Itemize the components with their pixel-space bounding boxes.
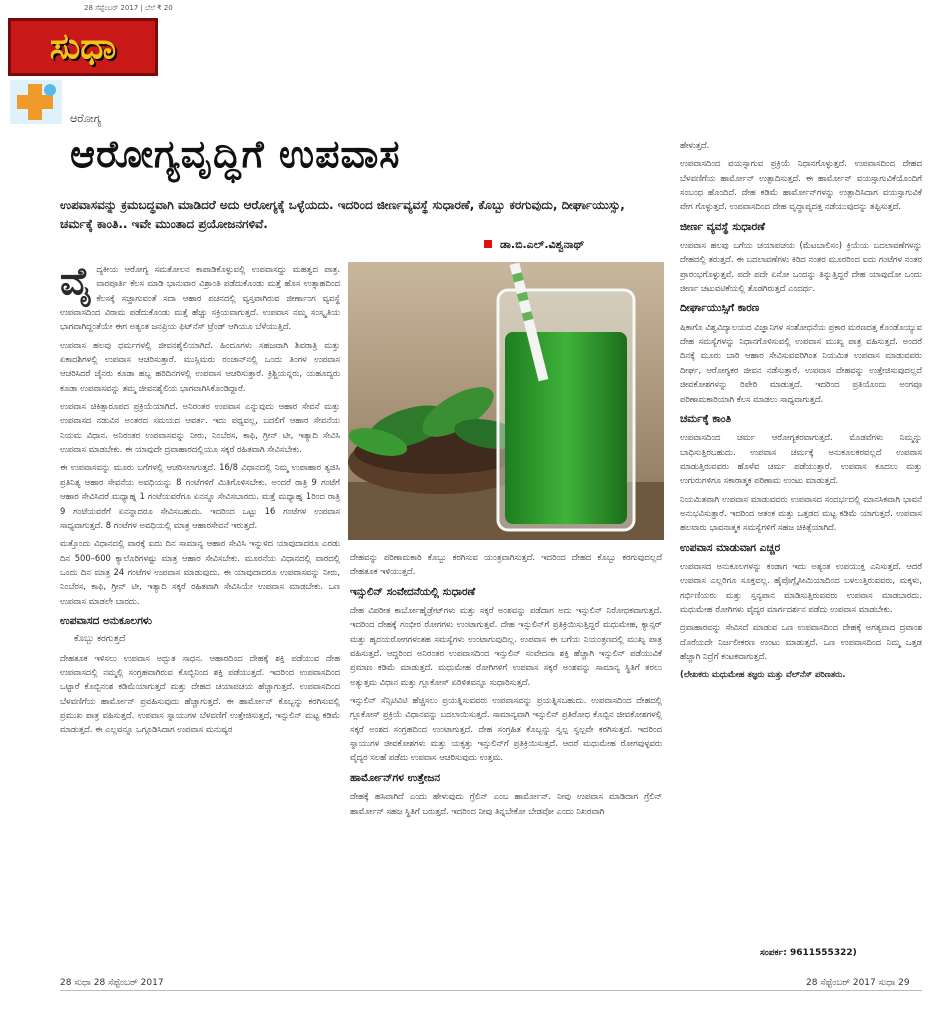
drop-cap: ವೈ	[60, 262, 93, 303]
dateline: 28 ಸೆಪ್ಟೆಂಬರ್ 2017 | ಬೆಲೆ ₹ 20	[84, 4, 173, 12]
paragraph: ಉಪವಾಸದಿಂದ ವಯಸ್ಸಾಗುವ ಪ್ರಕ್ರಿಯೆ ನಿಧಾನಗೊಳ್ಳುತ್ತದೆ. ಉಪವಾಸದಿಂದ ದೇಹದ ಬೆಳವಣಿಗೆಯ ಹಾರ್ಮೋನ್ ಉತ್ಪಾದಿಸುತ್ತದೆ. ಈ ಹಾರ್ಮೋನ್ ವಯಸ್ಸಾಗುವಿಕೆಯೊಂದಿಗೆ ಸಂಬಂಧ ಹೊಂದಿದೆ. ದೇಹ ಕಡಿಮೆ ಹಾರ್ಮೋನ್‌ಗಳನ್ನು ಉತ್ಪಾದಿಸಿದಾಗ ವಯಸ್ಸಾಗುವಿಕೆ ವೇಗ ಗೊಳ್ಳುತ್ತದೆ. ಉಪವಾಸದಿಂದ ದೇಹ ವೃದ್ಧಾಪ್ಯದತ್ತ ನಡೆಯುವುದನ್ನು ತಪ್ಪಿಸುತ್ತದೆ.	[680, 158, 922, 212]
footer-rule	[60, 990, 922, 991]
article-headline: ಆರೋಗ್ಯವೃದ್ಧಿಗೆ ಉಪವಾಸ	[70, 132, 401, 176]
article-column-3	[680, 138, 922, 948]
subheading-digestion: ಜೀರ್ಣ ವ್ಯವಸ್ಥೆ ಸುಧಾರಣೆ	[680, 220, 765, 233]
logo-text: ಸುಧಾ	[49, 26, 117, 67]
subheading-caution: ಉಪವಾಸ ಮಾಡುವಾಗ ಎಚ್ಚರ	[680, 541, 781, 554]
section-label: ಆರೋಗ್ಯ	[70, 112, 102, 125]
footer-right-folio: 28 ಸೆಪ್ಟೆಂಬರ್ 2017 ಸುಧಾ 29	[806, 978, 910, 988]
author-name: ಡಾ.ಬಿ.ಎಲ್.ವಿಶ್ವನಾಥ್	[500, 238, 585, 251]
paragraph: ಹೇಳುತ್ತದೆ.	[680, 140, 710, 150]
paragraph: ವೈದ್ಯಕೀಯ ಆರೋಗ್ಯ ಸಮತೋಲನ ಕಾಪಾಡಿಕೊಳ್ಳುವಲ್ಲಿ ಉಪವಾಸದ್ದು ಮಹತ್ವದ ಪಾತ್ರ. ವಾರಪೂರ್ತಿ ಕೆಲಸ ಮಾಡಿ ಭಾನುವಾರ ವಿಶ್ರಾಂತಿ ಪಡೆದುಕೊಂಡು ಮತ್ತೆ ಹೊಸ ಉತ್ಸಾಹದಿಂದ ಕೆಲಸಕ್ಕೆ ಸಜ್ಜಾಗುವಂತೆ ಸದಾ ಆಹಾರ ಪಚನದಲ್ಲಿ ವ್ಯಸ್ತವಾಗಿರುವ ಜೀರ್ಣಾಂಗ ವ್ಯವಸ್ಥೆ ಉಪವಾಸದಿಂದ ವಿರಾಮ ಪಡೆದುಕೊಂಡು ಮತ್ತೆ ಹೆಚ್ಚು ಸಕ್ರಿಯವಾಗುತ್ತದೆ. ಉಪವಾಸ ನಮ್ಮ ಸಂಸ್ಕೃತಿಯ ಭಾಗವಾಗಿದ್ದಂತೆಯೇ ಈಗ ಅತ್ಯಂತ ಜನಪ್ರಿಯ ಫಿಟ್‌ನೆಸ್ ಟ್ರೆಂಡ್ ಆಗಿಯೂ ಬೆಳೆಯುತ್ತಿದೆ.	[60, 262, 340, 332]
subheading-longevity: ದೀರ್ಘಾಯುಸ್ಸಿಗೆ ಕಾರಣ	[680, 302, 760, 315]
paragraph: ದೇಹವನ್ನು ಪರಿಣಾಮಕಾರಿ ಕೊಬ್ಬು ಕರಗಿಸುವ ಯಂತ್ರವಾಗಿಸುತ್ತದೆ. ಇದರಿಂದ ದೇಹದ ಕೊಬ್ಬು ಕರಗುವುದಲ್ಲದೆ ದೇಹತೂಕ ಇಳಿಯುತ್ತದೆ.	[350, 552, 662, 577]
paragraph: ಉಪವಾಸ ಹಲವು ಧರ್ಮಗಳಲ್ಲಿ ಜೀವನಶೈಲಿಯಾಗಿದೆ. ಹಿಂದೂಗಳು ಸಹಜವಾಗಿ ಶಿವರಾತ್ರಿ ಮತ್ತು ಏಕಾದಶಿಗಳಲ್ಲಿ ಉಪವಾಸ ಆಚರಿಸುತ್ತಾರೆ. ಮುಸ್ಲಿಮರು ರಂಜಾನ್‌ನಲ್ಲಿ ಒಂದು ತಿಂಗಳ ಉಪವಾಸ ಆಚರಿಸಿದರೆ ಜೈನರು ಕೂಡಾ ಹಬ್ಬ ಹರಿದಿನಗಳಲ್ಲಿ ಉಪವಾಸ ಆಚರಿಸುತ್ತಾರೆ. ಕ್ರಿಶ್ಚಿಯನ್ನರು, ಯಹೂದ್ಯರು ಕೂಡಾ ಉಪವಾಸವನ್ನು ತಮ್ಮ ಜೀವನಶೈಲಿಯ ಭಾಗವಾಗಿಸಿಕೊಂಡಿದ್ದಾರೆ.	[60, 339, 340, 393]
article-column-1	[60, 262, 340, 968]
paragraph: ಉಪವಾಸದ ಅನುಕೂಲಗಳನ್ನು ಕಂಡಾಗ ಇದು ಅತ್ಯಂತ ಉಪಯುಕ್ತ ಎನಿಸುತ್ತದೆ. ಆದರೆ ಉಪವಾಸ ಎಲ್ಲರಿಗೂ ಸೂಕ್ತವಲ್ಲ. ಹೈಪೊಗ್ಲೈಸೀಮಿಯಾದಿಂದ ಬಳಲುತ್ತಿರುವವರು, ಮಕ್ಕಳು, ಗರ್ಭಿಣಿಯರು ಮತ್ತು ಸ್ತನ್ಯಪಾನ ಮಾಡಿಸುತ್ತಿರುವವರು ಉಪವಾಸ ಮಾಡಬಾರದು. ಮಧುಮೇಹ ರೋಗಿಗಳು ವೈದ್ಯರ ಮಾರ್ಗದರ್ಶನ ಪಡೆದು ಉಪವಾಸ ಮಾಡಬೇಕು.	[680, 560, 922, 614]
magazine-logo	[8, 18, 158, 76]
subheading-fat-loss: ಕೊಬ್ಬು ಕರಗುತ್ತದೆ	[74, 634, 126, 645]
paragraph: ಉಪವಾಸದಿಂದ ಚರ್ಮ ಆರೋಗ್ಯಕರವಾಗುತ್ತದೆ. ಮೊಡವೆಗಳು ನಿಮ್ಮನ್ನು ಬಾಧಿಸುತ್ತಿರಬಹುದು. ಉಪವಾಸ ಚರ್ಮಕ್ಕೆ ಅನುಕೂಲಕರವಲ್ಲದೆ ಉಪವಾಸ ಮಾಡುತ್ತಿರುವವರು ಹೊಳೆವ ಚರ್ಮ ಪಡೆಯುತ್ತಾರೆ. ಉಪವಾಸ ಕೂದಲು ಮತ್ತು ಉಗುರುಗಳಿಗೂ ಸಕಾರಾತ್ಮಕ ಪರಿಣಾಮ ಉಂಟು ಮಾಡುತ್ತದೆ.	[680, 432, 922, 486]
paragraph: ದೇಹಕ್ಕೆ ಹಸಿವಾಗಿದೆ ಎಂದು ಹೇಳುವುದು ಗ್ರೆಲಿನ್ ಎಂಬ ಹಾರ್ಮೋನ್. ನೀವು ಉಪವಾಸ ಮಾಡಿದಾಗ ಗ್ರೆಲಿನ್ ಹಾರ್ಮೋನ್ ಸಹಜ ಸ್ಥಿತಿಗೆ ಬರುತ್ತದೆ. ಇದರಿಂದ ನೀವು ತಿನ್ನಬೇಕೋ ಬೇಡವೋ ಎಂದು ನಿಖರವಾಗಿ	[350, 791, 662, 816]
paragraph: ಉಪವಾಸ ಹಲವು ಬಗೆಯ ಚಯಾಪಚಯ (ಮೆಟಬಾಲಿಸಂ) ಕ್ರಿಯೆಯ ಬದಲಾವಣೆಗಳನ್ನು ದೇಹದಲ್ಲಿ ತರುತ್ತದೆ. ಈ ಬದಲಾವಣೆಗಳು ಕಿರಿದ ನಂತರ ಮೂರರಿಂದ ಐದು ಗಂಟೆಗಳ ನಂತರ ಪ್ರಾರಂಭಗೊಳ್ಳುತ್ತವೆ. ಪದೇ ಪದೇ ಏನೋ ಒಂದನ್ನು ತಿನ್ನುತ್ತಿದ್ದರೆ ದೇಹ ಯಾವುದೋ ಒಂದು ಜೀರ್ಣ ಚಟುವಟಿಕೆಯಲ್ಲಿ ತೊಡಗಿರುತ್ತದೆ ಎಂದರ್ಥ.	[680, 240, 922, 294]
article-column-2	[350, 550, 662, 968]
author-contact: ಸಂಪರ್ಕ: 9611555322)	[760, 948, 857, 958]
paragraph: ಉಪವಾಸ ಚಿಕಿತ್ಸಾರೂಪದ ಪ್ರಕ್ರಿಯೆಯಾಗಿದೆ. ಅನಿರಂತರ ಉಪವಾಸ ಎನ್ನುವುದು ಆಹಾರ ಸೇವನೆ ಮತ್ತು ಉಪವಾಸದ ನಡುವಿನ ಅಂತರದ ಸಮಯದ ಆವರ್ತ. ಇದು ಪಥ್ಯವಲ್ಲ, ಬದಲಿಗೆ ಆಹಾರ ಸೇವನೆಯ ನಿಯಮ ವಿಧಾನ. ಅನಿರಂತರ ಉಪವಾಸವನ್ನು ನೀರು, ನಿಂಬೆರಸ, ಕಾಫಿ, ಗ್ರೀನ್ ಟೀ, ಇತ್ಯಾದಿ ಸೇವಿಸಿ ಉಪವಾಸ ಮಾಡಬೇಕು. ಈ ಯಾವುದೇ ದ್ರವಾಹಾರದಲ್ಲಿಯೂ ಸಕ್ಕರೆ ರಹಿತವಾಗಿ ಸೇವಿಸಬೇಕು.	[60, 401, 340, 455]
paragraph: ದೇಹ ವಿಪರೀತ ಕಾರ್ಬೋಹೈಡ್ರೇಟ್‌ಗಳು ಮತ್ತು ಸಕ್ಕರೆ ಅಂಶವನ್ನು ಪಡೆದಾಗ ಅದು ಇನ್ಸುಲಿನ್ ನಿರೋಧಕವಾಗುತ್ತದೆ. ಇದರಿಂದ ದೇಹಕ್ಕೆ ಗಂಭೀರ ರೋಗಗಳು ಉಂಟಾಗುತ್ತವೆ. ದೇಹ ಇನ್ಸುಲಿನ್‌ಗೆ ಪ್ರತಿಕ್ರಿಯಿಸುತ್ತಿದ್ದರೆ ಮಧುಮೇಹ, ಕ್ಯಾನ್ಸರ್ ಮತ್ತು ಹೃದಯರೋಗಗಳಂತಹ ಸಮಸ್ಯೆಗಳು ಉಂಟಾಗುವುದಿಲ್ಲ. ಉಪವಾಸ ಈ ಬಗೆಯ ನಿಯಂತ್ರಣದಲ್ಲಿ ಮುಖ್ಯ ಪಾತ್ರ ವಹಿಸುತ್ತದೆ. ಆದ್ದರಿಂದ ಅನಿರಂತರ ಉಪವಾಸದಿಂದ ಇನ್ಸುಲಿನ್ ಸಂವೇದನಾ ಶಕ್ತಿ ಹೆಚ್ಚಾಗಿ ಇನ್ಸುಲಿನ್ ಪಡೆಯುವಿಕೆ ಪ್ರಮಾಣ ಕಡಿಮೆ ಮಾಡುತ್ತದೆ. ಮಧುಮೇಹ ರೋಗಿಗಳಿಗೆ ಉಪವಾಸ ಸಕ್ಕರೆ ಅಂಶವನ್ನು ಸಾಮಾನ್ಯ ಸ್ಥಿತಿಗೆ ತರಲು ಅತ್ಯುತ್ತಮ ವಿಧಾನ ಮತ್ತು ಗ್ಲೂಕೋಸ್ ಏರಿಳಿತವನ್ನೂ ಸುಧಾರಿಸುತ್ತದೆ.	[350, 605, 662, 687]
author-bio: (ಲೇಖಕರು ಮಧುಮೇಹ ತಜ್ಞರು ಮತ್ತು ವೆಲ್‌ನೆಸ್ ಪರಿಣತರು.	[680, 669, 846, 680]
paragraph: ಈ ಉಪವಾಸವನ್ನು ಮೂರು ಬಗೆಗಳಲ್ಲಿ ಆಚರಿಸಲಾಗುತ್ತದೆ. 16/8 ವಿಧಾನದಲ್ಲಿ ನಿಮ್ಮ ಉಪಾಹಾರ ತ್ಯಜಿಸಿ ಪ್ರತಿನಿತ್ಯ ಆಹಾರ ಸೇವನೆಯ ಅವಧಿಯನ್ನು 8 ಗಂಟೆಗಳಿಗೆ ಮಿತಿಗೊಳಿಸಬೇಕು. ಅಂದರೆ ರಾತ್ರಿ 9 ಗಂಟೆಗೆ ಆಹಾರ ಸೇವಿಸಿದರೆ ಮಧ್ಯಾಹ್ನ 1 ಗಂಟೆಯವರೆಗೂ ಏನನ್ನೂ ಸೇವಿಸಬಾರದು. ಮತ್ತೆ ಮಧ್ಯಾಹ್ನ 1ರಿಂದ ರಾತ್ರಿ 9 ಗಂಟೆಯವರೆಗೆ ಏನನ್ನಾದರೂ ಸೇವಿಸಬಹುದು. ಇದರಿಂದ ಒಟ್ಟು 16 ಗಂಟೆಗಳ ಉಪವಾಸ ಸಾಧ್ಯವಾಗುತ್ತದೆ. 8 ಗಂಟೆಗಳ ಅವಧಿಯಲ್ಲಿ ಮಾತ್ರ ಆಹಾರಸೇವನೆ ಇರುತ್ತದೆ.	[60, 462, 340, 530]
paragraph: ಇನ್ಸುಲಿನ್ ಸೆನ್ಸಿಟಿವಿಟಿ ಹೆಚ್ಚಿಸಲು ಪ್ರಯತ್ನಿಸುವವರು ಉಪವಾಸವನ್ನು ಪ್ರಯತ್ನಿಸಬಹುದು. ಉಪವಾಸದಿಂದ ದೇಹದಲ್ಲಿ ಗ್ಲೂಕೋಸ್ ಪ್ರಕ್ರಿಯೆ ವಿಧಾನವನ್ನು ಬದಲಾಯಿಸುತ್ತದೆ. ಸಾಮಾನ್ಯವಾಗಿ ಇನ್ಸುಲಿನ್ ಪ್ರತಿರೋಧ ಕೊಬ್ಬಿನ ಜೀವಕೋಶಗಳಲ್ಲಿ ಸಕ್ಕರೆ ಅಂಶದ ಸಂಗ್ರಹದಿಂದ ಉಂಟಾಗುತ್ತದೆ. ದೇಹ ಸಂಗ್ರಹಿತ ಕೊಬ್ಬನ್ನು ಸ್ವಲ್ಪ ಸ್ವಲ್ಪವೇ ಕರಗಿಸುತ್ತದೆ. ಇದರಿಂದ ಸ್ನಾಯುಗಳ ಜೀವಕೋಶಗಳು ಮತ್ತು ಯಕೃತ್ತು ಇನ್ಸುಲಿನ್‌ಗೆ ಪ್ರತಿಕ್ರಿಯಿಸುತ್ತದೆ. ಆದರೆ ಮಧುಮೇಹ ರೋಗವುಳ್ಳವರು ವೈದ್ಯರ ಸಲಹೆ ಪಡೆದು ಉಪವಾಸ ಆಚರಿಸುವುದು ಉತ್ತಮ.	[350, 695, 662, 763]
paragraph: ಷಿಕಾಗೊ ವಿಶ್ವವಿದ್ಯಾಲಯದ ವಿಜ್ಞಾನಿಗಳ ಸಂಶೋಧನೆಯ ಪ್ರಕಾರ ಮರಣದತ್ತ ಕೊಂಡೊಯ್ಯುವ ದೇಹ ಸಮಸ್ಯೆಗಳನ್ನು ನಿಧಾನಗೊಳಿಸುವಲ್ಲಿ ಉಪವಾಸ ಮುಖ್ಯ ಪಾತ್ರ ವಹಿಸುತ್ತದೆ. ಅಂದರೆ ದಿನಕ್ಕೆ ಮೂರು ಬಾರಿ ಆಹಾರ ಸೇವಿಸುವವರಿಗಿಂತ ನಿಯಮಿತ ಉಪವಾಸ ಮಾಡುವವರು ದೀರ್ಘ, ಆರೋಗ್ಯಕರ ಜೀವನ ನಡೆಸುತ್ತಾರೆ. ಉಪವಾಸ ದೇಹವನ್ನು ಉತ್ತೇಜಿಸುವುದಲ್ಲದೆ ಜೀವಕೋಶಗಳನ್ನು ರಿಪೇರಿ ಮಾಡುತ್ತದೆ. ಇದರಿಂದ ಪ್ರತಿಯೊಂದು ಅಂಗವೂ ಪರಿಣಾಮಕಾರಿಯಾಗಿ ಕೆಲಸ ಮಾಡಲು ಸಾಧ್ಯವಾಗುತ್ತದೆ.	[680, 321, 922, 404]
green-juice-photo	[348, 262, 664, 540]
paragraph: ದೇಹತೂಕ ಇಳಿಸಲು ಉಪವಾಸ ಅದ್ಭುತ ಸಾಧನ. ಆಹಾರದಿಂದ ದೇಹಕ್ಕೆ ಶಕ್ತಿ ಪಡೆಯುವ ದೇಹ ಉಪವಾಸದಲ್ಲಿ ನಮ್ಮಲ್ಲಿ ಸಂಗ್ರಹವಾಗಿರುವ ಕೊಬ್ಬಿನಿಂದ ಶಕ್ತಿ ಪಡೆಯುತ್ತದೆ. ಇದರಿಂದ ಉಪವಾಸದಿಂದ ಒಟ್ಟಾರೆ ಕೊಬ್ಬಿನಂಶ ಕಡಿಮೆಯಾಗುತ್ತದೆ ಮತ್ತು ದೇಹದ ಚಯಾಪಚಯ ಹೆಚ್ಚಾಗುತ್ತದೆ. ಉಪವಾಸದಿಂದ ಬೆಳವಣಿಗೆಯ ಹಾರ್ಮೋನ್ ಪ್ರವಹಿಸುವುದು ಹೆಚ್ಚಾಗುತ್ತದೆ. ಈ ಹಾರ್ಮೋನ್ ಕೊಬ್ಬನ್ನು ಕರಗಿಸುವಲ್ಲಿ ಪ್ರಮುಖ ಪಾತ್ರ ವಹಿಸುತ್ತದೆ. ಉಪವಾಸ ಸ್ನಾಯುಗಳ ಬೆಳವಣಿಗೆ ಉತ್ತೇಜಿಸುತ್ತದೆ, ಇನ್ಸುಲಿನ್ ಮಟ್ಟ ಕಡಿಮೆ ಮಾಡುತ್ತದೆ. ಈ ಎಲ್ಲವನ್ನೂ ಒಗ್ಗೂಡಿಸಿದಾಗ ಉಪವಾಸ ಮನುಷ್ಯರ	[60, 652, 340, 735]
paragraph: ದ್ರವಾಹಾರವನ್ನು ಸೇವಿಸದೆ ಮಾಡುವ ಒಣ ಉಪವಾಸದಿಂದ ದೇಹಕ್ಕೆ ಅಗತ್ಯವಾದ ದ್ರವಾಂಶ ದೊರೆಯದೇ ನಿರ್ಜಲೀಕರಣ ಉಂಟು ಮಾಡುತ್ತದೆ. ಒಣ ಉಪವಾಸದಿಂದ ನಿಮ್ಮ ಒತ್ತಡ ಹೆಚ್ಚಾಗಿ ನಿದ್ರೆಗೆ ಕಂಟಕವಾಗುತ್ತದೆ.	[680, 622, 922, 661]
subheading-benefits: ಉಪವಾಸದ ಅನುಕೂಲಗಳು	[60, 614, 152, 627]
subheading-skin: ಚರ್ಮಕ್ಕೆ ಕಾಂತಿ	[680, 412, 732, 425]
author-marker-icon	[484, 240, 492, 248]
footer-left-folio: 28 ಸುಧಾ 28 ಸೆಪ್ಟೆಂಬರ್ 2017	[60, 978, 164, 988]
paragraph: ನಿಯಮಿತವಾಗಿ ಉಪವಾಸ ಮಾಡುವವರು ಉಪವಾಸದ ಸಂದರ್ಭದಲ್ಲಿ ಮಾನಸಿಕವಾಗಿ ಭಾವನೆ ಅನುಭವಿಸುತ್ತಾರೆ. ಇದರಿಂದ ಆತಂಕ ಮತ್ತು ಒತ್ತಡದ ಮಟ್ಟ ಕಡಿಮೆ ಯಾಗುತ್ತದೆ. ಉಪವಾಸ ಹಲವಾರು ಭಾವನಾತ್ಮಕ ಸಮಸ್ಯೆಗಳಿಗೆ ಸಹಜ ಚಿಕಿತ್ಸೆಯಾಗಿದೆ.	[680, 493, 922, 533]
health-plus-icon	[10, 80, 62, 124]
subheading-hormones: ಹಾರ್ಮೋನ್‌ಗಳ ಉತ್ತೇಜನ	[350, 771, 441, 784]
paragraph: ಮತ್ತೊಂದು ವಿಧಾನದಲ್ಲಿ ವಾರಕ್ಕೆ ಐದು ದಿನ ಸಾಮಾನ್ಯ ಆಹಾರ ಸೇವಿಸಿ ಇನ್ನುಳಿದ ಯಾವುದಾದರೂ ಎರಡು ದಿನ 500–600 ಕ್ಯಾಲೊರಿಗಳಷ್ಟು ಮಾತ್ರ ಆಹಾರ ಸೇವಿಸಬೇಕು. ಮೂರನೆಯ ವಿಧಾನದಲ್ಲಿ ವಾರದಲ್ಲಿ ಒಂದು ದಿನ ಮಾತ್ರ 24 ಗಂಟೆಗಳ ಉಪವಾಸ ಮಾಡುವುದು. ಈ ಯಾವುದಾದರೂ ಉಪವಾಸವನ್ನು ನೀರು, ನಿಂಬೆರಸ, ಕಾಫಿ, ಗ್ರೀನ್ ಟೀ, ಇತ್ಯಾದಿ ಸಕ್ಕರೆ ರಹಿತವಾಗಿ ಸೇವಿಸಿಯೇ ಉಪವಾಸ ಮಾಡಬೇಕು. ಒಣ ಉಪವಾಸ ಮಾಡಲೇ ಬಾರದು.	[60, 538, 340, 606]
subheading-insulin: ಇನ್ಸುಲಿನ್ ಸಂವೇದನೆಯಲ್ಲಿ ಸುಧಾರಣೆ	[350, 585, 476, 598]
author-byline	[484, 238, 584, 252]
article-intro: ಉಪವಾಸವನ್ನು ಕ್ರಮಬದ್ಧವಾಗಿ ಮಾಡಿದರೆ ಅದು ಆರೋಗ್ಯಕ್ಕೆ ಒಳ್ಳೆಯದು. ಇದರಿಂದ ಜೀರ್ಣವ್ಯವಸ್ಥೆ ಸುಧಾರಣೆ, ಕೊಬ್ಬು ಕರಗುವುದು, ದೀರ್ಘಾಯುಸ್ಸು, ಚರ್ಮಕ್ಕೆ ಕಾಂತಿ.. ಇವೇ ಮುಂತಾದ ಪ್ರಯೋಜನಗಳಿವೆ.	[60, 198, 625, 231]
green-juice-glass	[498, 290, 634, 530]
